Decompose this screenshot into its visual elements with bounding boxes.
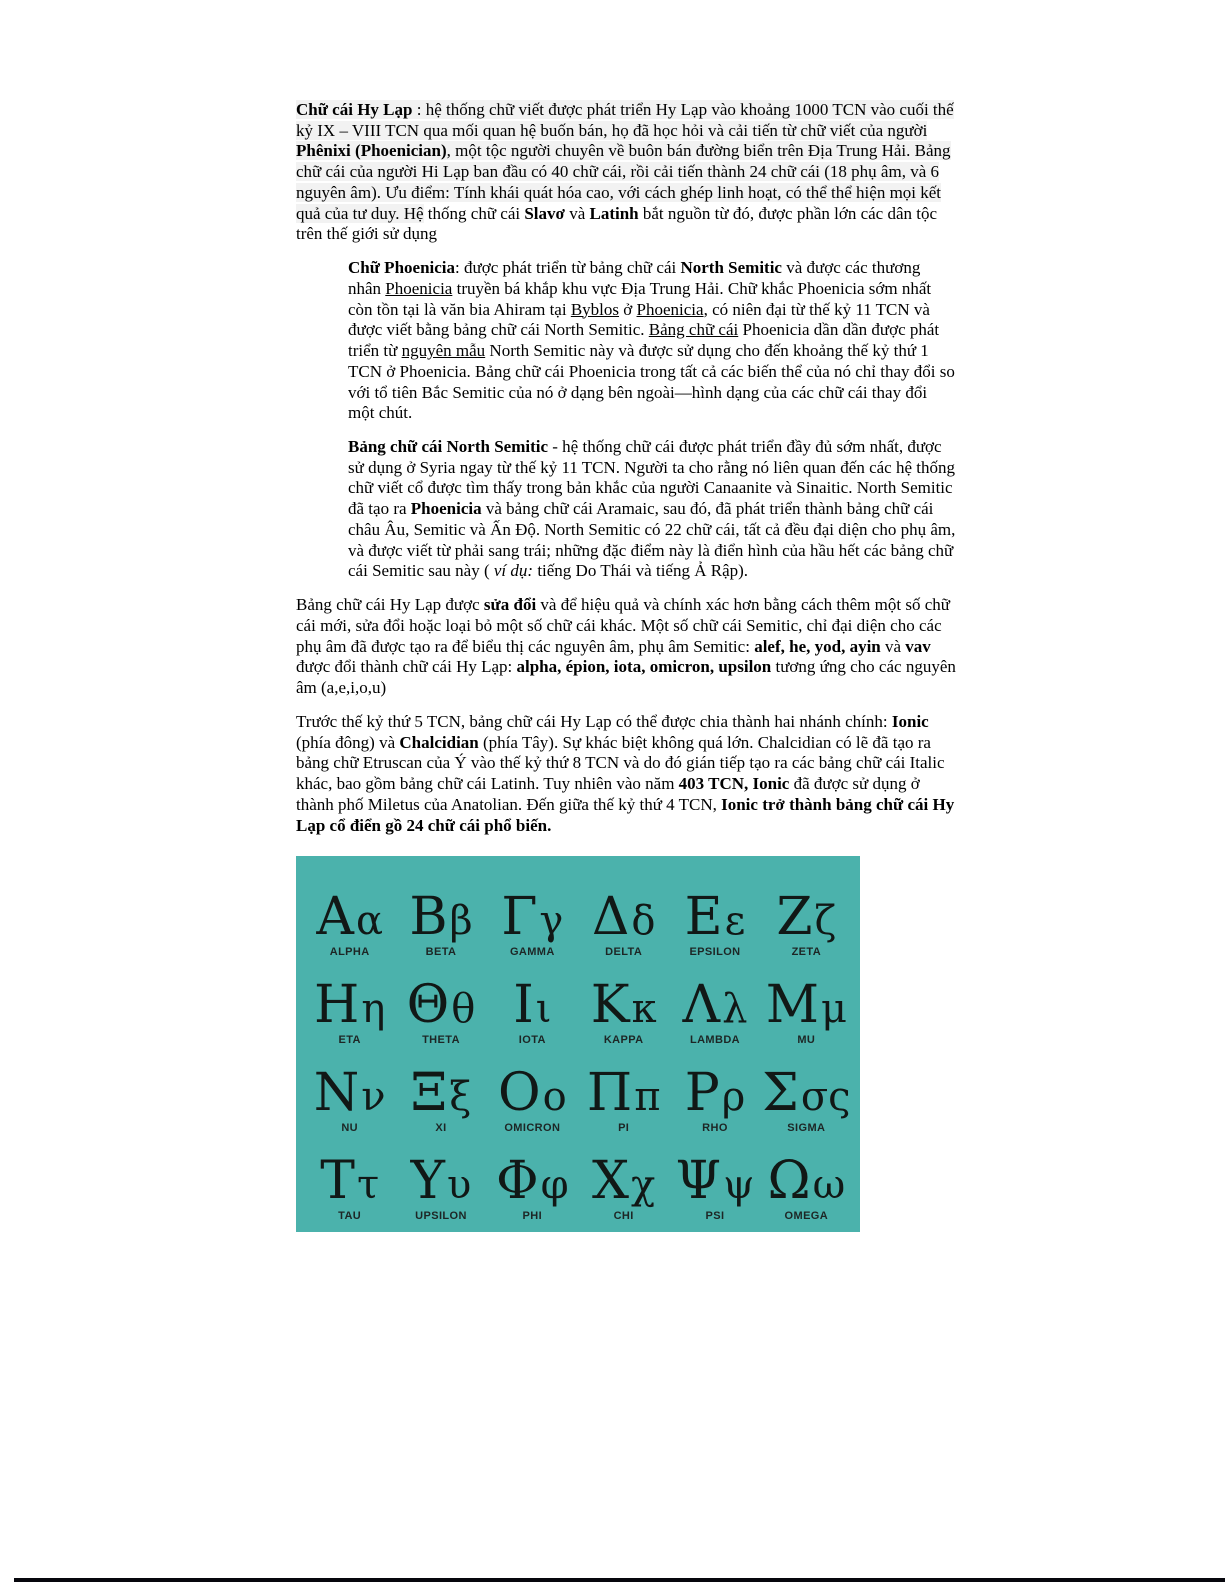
- letter-name-caption: XI: [435, 1122, 447, 1135]
- letter-name-caption: BETA: [425, 946, 457, 959]
- greek-letter-pair: [675, 1151, 755, 1212]
- alphabet-cell-beta: [395, 887, 486, 959]
- text-run: vav: [905, 636, 931, 656]
- uppercase-letter: Φ: [496, 1151, 539, 1212]
- document-body: [296, 100, 960, 1232]
- text-run: và được các thương nhân: [348, 258, 921, 298]
- greek-alphabet-image: [296, 856, 860, 1232]
- text-run: và để hiệu quả và chính xác hơn bằng cách thêm một số chữ cái mới, sửa đổi hoặc loại bỏ một số chữ cái khác. Một số chữ cái Semitic, chỉ đại diện cho các phụ âm đã được tạo ra để biểu thị các nguyên âm, phụ âm Semitic:: [296, 595, 950, 656]
- alphabet-cell-xi: [395, 1063, 486, 1135]
- text-run: North Semitic này và được sử dụng cho đến khoảng thế kỷ thứ 1 TCN ở Phoenicia. Bảng chữ cái Phoenicia trong tất cả các biến thể của nó chỉ thay đổi so với tổ tiên Bắc Semitic của nó ở dạng bên ngoài—hình dạng của các chữ cái thay đổi một chút.: [348, 341, 955, 423]
- uppercase-letter: Υ: [410, 1151, 445, 1212]
- letter-name-caption: ALPHA: [329, 946, 370, 959]
- lowercase-letter: π: [634, 1074, 661, 1121]
- greek-letter-pair: [409, 887, 473, 948]
- text-run: được đổi thành chữ cái Hy Lạp:: [296, 657, 517, 677]
- uppercase-letter: Β: [409, 887, 448, 948]
- greek-letter-pair: [320, 1151, 380, 1212]
- paragraph: [296, 712, 960, 836]
- lowercase-letter: φ: [540, 1162, 569, 1209]
- text-run: ví dụ:: [493, 561, 534, 581]
- alphabet-cell-iota: [487, 975, 578, 1047]
- lowercase-letter: υ: [446, 1162, 472, 1209]
- alphabet-cell-phi: [487, 1151, 578, 1223]
- underlined-text: Phoenicia: [636, 299, 704, 319]
- text-run: - hệ thống chữ cái được phát triển đầy đủ sớm nhất, được sử dụng ở Syria ngay từ thế kỷ 11 TCN. Người ta cho rằng nó liên quan đến các hệ thống chữ viết cổ được tìm thấy trong bản khắc của người Canaanite và Sinaitic. North Semitic đã tạo ra: [348, 437, 955, 519]
- alphabet-cell-mu: [761, 975, 852, 1047]
- greek-letter-pair: [590, 975, 657, 1036]
- text-run: (phía đông) và: [296, 732, 400, 752]
- lowercase-letter: ε: [724, 898, 746, 945]
- document-text: [296, 100, 960, 836]
- uppercase-letter: Ν: [313, 1063, 360, 1124]
- lowercase-letter: μ: [820, 986, 847, 1033]
- text-run: Phênixi (Phoenician): [296, 141, 447, 161]
- alphabet-cell-chi: [578, 1151, 669, 1223]
- text-run: tiếng Do Thái và tiếng Ả Rập).: [533, 561, 749, 581]
- text-run: 403 TCN, Ionic: [678, 774, 790, 794]
- uppercase-letter: Ρ: [684, 1063, 720, 1124]
- alphabet-cell-omega: [761, 1151, 852, 1223]
- text-run: : hệ thống chữ viết được phát triển Hy Lạp vào khoảng 1000 TCN vào cuối thế kỷ IX – VIII TCN qua mối quan hệ buốn bán, họ đã học hỏi và cải tiến từ chữ viết của người: [296, 100, 954, 140]
- uppercase-letter: Σ: [762, 1063, 799, 1124]
- text-run: , có niên đại từ thế kỷ 11 TCN và được viết bằng bảng chữ cái North Semitic.: [348, 299, 930, 340]
- letter-name-caption: SIGMA: [787, 1122, 826, 1135]
- underlined-text: nguyên mẫu: [401, 341, 486, 361]
- text-run: Phoenicia dần dần được phát triển từ: [348, 320, 940, 361]
- letter-name-caption: LAMBDA: [689, 1034, 741, 1047]
- greek-letter-pair: [776, 887, 837, 948]
- lowercase-letter: β: [449, 898, 473, 945]
- letter-name-caption: EPSILON: [689, 946, 741, 959]
- lowercase-letter: ω: [812, 1162, 846, 1209]
- text-run: Chữ cái Hy Lạp: [296, 100, 413, 119]
- uppercase-letter: Ζ: [776, 887, 813, 948]
- alphabet-cell-tau: [304, 1151, 395, 1223]
- text-run: bắt nguồn từ đó, được phần lớn các dân tộc trên thế giới sử dụng: [296, 203, 938, 244]
- text-run: (phía Tây). Sự khác biệt không quá lớn. Chalcidian có lẽ đã tạo ra bảng chữ Etruscan của Ý vào thế kỷ thứ 8 TCN và do đó gián tiếp tạo ra các bảng chữ cái Italic khác, bao gồm bảng chữ cái Latinh. Tuy nhiên vào năm: [296, 732, 945, 794]
- letter-name-caption: PI: [618, 1122, 630, 1135]
- letter-name-caption: KAPPA: [603, 1034, 644, 1047]
- text-run: Phoenicia: [410, 499, 482, 519]
- lowercase-letter: γ: [539, 898, 564, 945]
- lowercase-letter: ο: [542, 1074, 567, 1121]
- paragraph: [348, 258, 957, 424]
- letter-name-caption: TAU: [338, 1210, 362, 1223]
- paragraph: [296, 595, 960, 699]
- greek-letter-pair: [316, 887, 383, 948]
- lowercase-letter: κ: [631, 986, 657, 1033]
- text-run: , một tộc người chuyên về buôn bán đường biển trên Địa Trung Hải. Bảng chữ cái của người Hi Lạp ban đầu có 40 chữ cái, rồi cải tiến thành 24 chữ cái (18 phụ âm, và 6 nguyên âm). Ưu điểm: Tính khái quát hóa cao, với cách ghép linh hoạt, có thể thể hiện mọi kết quả của tư duy. Hệ: [296, 141, 951, 223]
- text-run: Latinh: [589, 203, 639, 223]
- text-run: thống chữ cái: [423, 203, 525, 223]
- greek-letter-pair: [591, 887, 656, 948]
- text-run: tương ứng cho các nguyên âm (a,e,i,o,u): [296, 657, 956, 698]
- uppercase-letter: Ψ: [675, 1151, 722, 1212]
- alphabet-cell-alpha: [304, 887, 395, 959]
- lowercase-letter: ζ: [814, 898, 837, 945]
- greek-letter-pair: [684, 887, 746, 948]
- uppercase-letter: Ε: [684, 887, 723, 948]
- underlined-text: Bảng chữ cái: [648, 320, 739, 340]
- uppercase-letter: Ω: [767, 1151, 811, 1212]
- uppercase-letter: Τ: [320, 1151, 355, 1212]
- uppercase-letter: Λ: [682, 975, 721, 1036]
- greek-letter-pair: [765, 975, 847, 1036]
- letter-name-caption: THETA: [422, 1034, 460, 1047]
- greek-letter-pair: [497, 1063, 567, 1124]
- letter-name-caption: PHI: [522, 1210, 543, 1223]
- letter-name-caption: OMICRON: [504, 1122, 561, 1135]
- uppercase-letter: Μ: [765, 975, 819, 1036]
- text-run: và: [880, 636, 906, 656]
- lowercase-letter: ι: [535, 986, 552, 1033]
- letter-name-caption: MU: [797, 1034, 816, 1047]
- text-run: : được phát triển từ bảng chữ cái: [455, 258, 681, 278]
- lowercase-letter: ρ: [721, 1074, 746, 1121]
- text-run: alpha, épion, iota, omicron, upsilon: [516, 657, 772, 677]
- greek-letter-pair: [496, 1151, 569, 1212]
- text-run: đã được sử dụng ở thành phố Miletus của Anatolian. Đến giữa thế kỷ thứ 4 TCN,: [296, 774, 920, 814]
- bottom-edge-bar: [14, 1578, 1225, 1582]
- alphabet-cell-psi: [669, 1151, 760, 1223]
- text-run: và: [564, 203, 590, 223]
- alphabet-cell-nu: [304, 1063, 395, 1135]
- text-run: Slavơ: [524, 203, 565, 223]
- text-run: ở: [619, 299, 637, 319]
- text-run: Chalcidian: [399, 732, 479, 752]
- lowercase-letter: δ: [631, 898, 656, 945]
- alphabet-cell-gamma: [487, 887, 578, 959]
- letter-name-caption: PSI: [705, 1210, 725, 1223]
- uppercase-letter: Ι: [513, 975, 534, 1036]
- lowercase-letter: λ: [722, 986, 748, 1033]
- letter-name-caption: NU: [341, 1122, 359, 1135]
- alphabet-cell-epsilon: [669, 887, 760, 959]
- greek-letter-pair: [410, 1151, 472, 1212]
- lowercase-letter: ξ: [449, 1074, 472, 1121]
- text-run: Bảng chữ cái Hy Lạp được: [296, 595, 484, 615]
- alphabet-cell-kappa: [578, 975, 669, 1047]
- greek-letter-pair: [410, 1063, 472, 1124]
- greek-letter-pair: [501, 887, 564, 948]
- greek-letter-pair: [314, 975, 386, 1036]
- text-run: Ionic: [891, 711, 929, 731]
- letter-name-caption: IOTA: [518, 1034, 546, 1047]
- alphabet-cell-omicron: [487, 1063, 578, 1135]
- letter-name-caption: UPSILON: [415, 1210, 467, 1223]
- text-run: Trước thế kỷ thứ 5 TCN, bảng chữ cái Hy Lạp có thể được chia thành hai nhánh chính:: [296, 711, 892, 731]
- letter-name-caption: OMEGA: [784, 1210, 829, 1223]
- greek-letter-pair: [406, 975, 476, 1036]
- alphabet-cell-upsilon: [395, 1151, 486, 1223]
- lowercase-letter: χ: [631, 1162, 656, 1209]
- text-run: Ionic trở thành bảng chữ cái Hy Lạp cổ điển gồ 24 chữ cái phổ biến.: [296, 794, 955, 835]
- uppercase-letter: Θ: [406, 975, 450, 1036]
- underlined-text: Byblos: [570, 299, 620, 319]
- greek-letter-pair: [313, 1063, 386, 1124]
- underlined-text: Phoenicia: [385, 278, 453, 298]
- alphabet-cell-lambda: [669, 975, 760, 1047]
- greek-letter-pair: [592, 1151, 656, 1212]
- letter-name-caption: GAMMA: [509, 946, 555, 959]
- alphabet-cell-delta: [578, 887, 669, 959]
- letter-name-caption: CHI: [613, 1210, 634, 1223]
- uppercase-letter: Ξ: [410, 1063, 448, 1124]
- text-run: truyền bá khắp khu vực Địa Trung Hải. Chữ khắc Phoenicia sớm nhất còn tồn tại là văn bia Ahiram tại: [348, 278, 932, 319]
- uppercase-letter: Χ: [592, 1151, 630, 1212]
- alphabet-cell-zeta: [761, 887, 852, 959]
- uppercase-letter: Γ: [501, 887, 538, 948]
- lowercase-letter: σς: [800, 1074, 851, 1121]
- lowercase-letter: η: [361, 986, 386, 1033]
- alphabet-cell-pi: [578, 1063, 669, 1135]
- text-run: và bảng chữ cái Aramaic, sau đó, đã phát triển thành bảng chữ cái châu Âu, Semitic và Ấn Độ. North Semitic có 22 chữ cái, tất cả đều đại diện cho phụ âm, và được viết từ phải sang trái; những đặc điểm này là điển hình của hầu hết các bảng chữ cái Semitic sau này (: [348, 499, 956, 581]
- uppercase-letter: Α: [316, 887, 354, 948]
- uppercase-letter: Η: [314, 975, 360, 1036]
- alphabet-cell-rho: [669, 1063, 760, 1135]
- lowercase-letter: ψ: [723, 1162, 755, 1209]
- text-run: North Semitic: [680, 258, 782, 278]
- uppercase-letter: Ο: [497, 1063, 541, 1124]
- text-run: Chữ Phoenicia: [348, 258, 456, 278]
- letter-name-caption: ETA: [338, 1034, 361, 1047]
- greek-letter-pair: [684, 1063, 746, 1124]
- text-run: sửa đổi: [483, 595, 537, 615]
- greek-letter-pair: [586, 1063, 661, 1124]
- greek-letter-pair: [513, 975, 552, 1036]
- lowercase-letter: τ: [356, 1162, 380, 1209]
- lowercase-letter: α: [355, 898, 383, 945]
- text-run: Bảng chữ cái North Semitic: [348, 437, 549, 457]
- text-run: alef, he, yod, ayin: [754, 636, 881, 656]
- lowercase-letter: θ: [451, 986, 476, 1033]
- alphabet-cell-sigma: [761, 1063, 852, 1135]
- letter-name-caption: ZETA: [791, 946, 822, 959]
- uppercase-letter: Π: [586, 1063, 633, 1124]
- paragraph: [348, 437, 957, 582]
- letter-name-caption: RHO: [702, 1122, 728, 1135]
- greek-letter-pair: [767, 1151, 846, 1212]
- uppercase-letter: Κ: [590, 975, 630, 1036]
- lowercase-letter: ν: [361, 1074, 386, 1121]
- uppercase-letter: Δ: [591, 887, 630, 948]
- paragraph: [296, 100, 960, 245]
- letter-name-caption: DELTA: [605, 946, 643, 959]
- alphabet-cell-theta: [395, 975, 486, 1047]
- greek-letter-pair: [682, 975, 748, 1036]
- greek-letter-pair: [762, 1063, 851, 1124]
- alphabet-cell-eta: [304, 975, 395, 1047]
